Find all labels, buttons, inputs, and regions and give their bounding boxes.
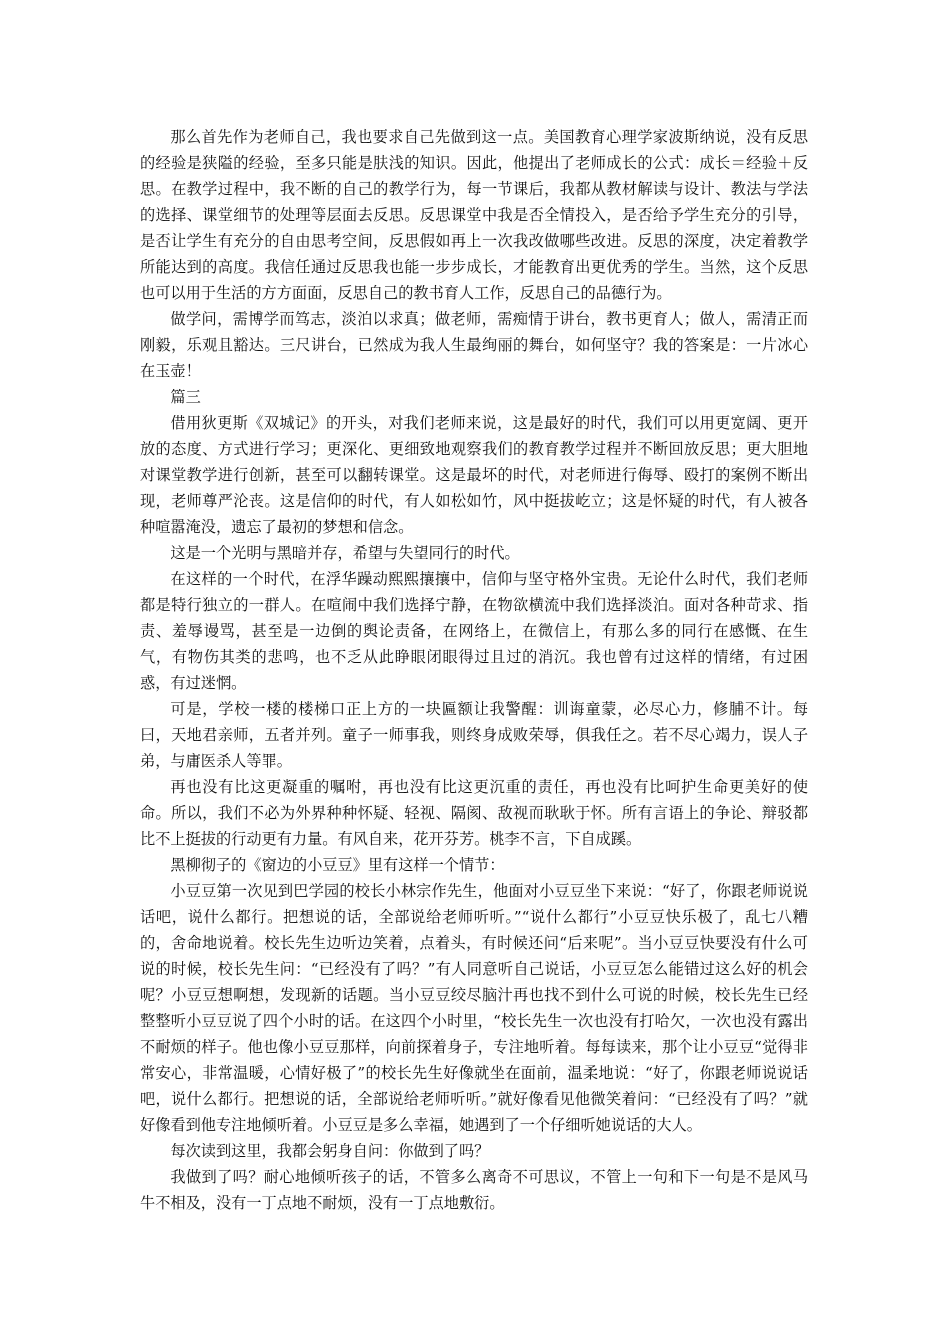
document-body: [140, 124, 808, 1216]
paragraph-story: 小豆豆第一次见到巴学园的校长小林宗作先生，他面对小豆豆坐下来说：“好了，你跟老师说说话吧，说什么都行。把想说的话，全部说给老师听听。”“说什么都行”小豆豆快乐极了，乱七八糟的，舍命地说着。校长先生边听边笑着，点着头，有时候还问“后来呢”。当小豆豆快要没有什么可说的时候，校长先生问：“已经没有了吗？”有人同意听自己说话，小豆豆怎么能错过这么好的机会呢？小豆豆想啊想，发现新的话题。当小豆豆绞尽脑汁再也找不到什么可说的时候，校长先生已经整整听小豆豆说了四个小时的话。在这四个小时里，“校长先生一次也没有打哈欠，一次也没有露出不耐烦的样子。他也像小豆豆那样，向前探着身子，专注地听着。每每读来，那个让小豆豆“觉得非常安心，非常温暖，心情好极了”的校长先生好像就坐在面前，温柔地说：“好了，你跟老师说说话吧，说什么都行。把想说的话，全部说给老师听听。”就好像看见他微笑着问：“已经没有了吗？”就好像看到他专注地倾听着。小豆豆是多么幸福，她遇到了一个仔细听她说话的大人。: [140, 882, 808, 1134]
paragraph-scholarship: 做学问，需博学而笃志，淡泊以求真；做老师，需痴情于讲台，教书更育人；做人，需清正而刚毅，乐观且豁达。三尺讲台，已然成为我人生最绚丽的舞台，如何坚守？我的答案是：一片冰心在玉壶！: [140, 310, 808, 380]
paragraph-plaque: 可是，学校一楼的楼梯口正上方的一块匾额让我警醒：训诲童蒙，必尽心力，修脯不计。每曰，天地君亲师，五者并列。童子一师事我，则终身成败荣辱，俱我任之。若不尽心竭力，误人子弟，与庸医杀人等罪。: [140, 700, 808, 770]
paragraph-reflection: 那么首先作为老师自己，我也要求自己先做到这一点。美国教育心理学家波斯纳说，没有反思的经验是狭隘的经验，至多只能是肤浅的知识。因此，他提出了老师成长的公式：成长＝经验＋反思。在教学过程中，我不断的自己的教学行为，每一节课后，我都从教材解读与设计、教法与学法的选择、课堂细节的处理等层面去反思。反思课堂中我是否全情投入，是否给予学生充分的引导，是否让学生有充分的自由思考空间，反思假如再上一次我改做哪些改进。反思的深度，决定着教学所能达到的高度。我信任通过反思我也能一步步成长，才能教育出更优秀的学生。当然，这个反思也可以用于生活的方方面面，反思自己的教书育人工作，反思自己的品德行为。: [140, 128, 808, 302]
paragraph-book-intro: 黑柳彻子的《窗边的小豆豆》里有这样一个情节：: [170, 856, 505, 874]
paragraph-persistence: 在这样的一个时代，在浮华躁动熙熙攘攘中，信仰与坚守格外宝贵。无论什么时代，我们老师都是特行独立的一群人。在喧闹中我们选择宁静，在物欲横流中我们选择淡泊。面对各种苛求、指责、羞辱谩骂，甚至是一边倒的舆论责备，在网络上，在微信上，有那么多的同行在感慨、在生气，有物伤其类的悲鸣，也不乏从此睁眼闭眼得过且过的消沉。我也曾有过这样的情绪，有过困惑，有过迷惘。: [140, 570, 808, 692]
paragraph-era: 借用狄更斯《双城记》的开头，对我们老师来说，这是最好的时代，我们可以用更宽阔、更开放的态度、方式进行学习；更深化、更细致地观察我们的教育教学过程并不断回放反思；更大胆地对课堂教学进行创新，甚至可以翻转课堂。这是最坏的时代，对老师进行侮辱、殴打的案例不断出现，老师尊严沦丧。这是信仰的时代，有人如松如竹，风中挺拔屹立；这是怀疑的时代，有人被各种喧嚣淹没，遗忘了最初的梦想和信念。: [140, 414, 808, 536]
paragraph-mission: 再也没有比这更凝重的嘱咐，再也没有比这更沉重的责任，再也没有比呵护生命更美好的使命。所以，我们不必为外界种种怀疑、轻视、隔阂、敌视而耿耿于怀。所有言语上的争论、辩驳都比不上挺拔的行动更有力量。有风自来，花开芬芳。桃李不言，下自成蹊。: [140, 778, 808, 848]
section-heading: 篇三: [170, 388, 201, 406]
paragraph-self-question: 每次读到这里，我都会躬身自问：你做到了吗？: [170, 1142, 490, 1160]
paragraph-light-dark: 这是一个光明与黑暗并存，希望与失望同行的时代。: [170, 544, 520, 562]
paragraph-answer: 我做到了吗？耐心地倾听孩子的话，不管多么离奇不可思议，不管上一句和下一句是不是风马牛不相及，没有一丁点地不耐烦，没有一丁点地敷衍。: [140, 1168, 808, 1212]
